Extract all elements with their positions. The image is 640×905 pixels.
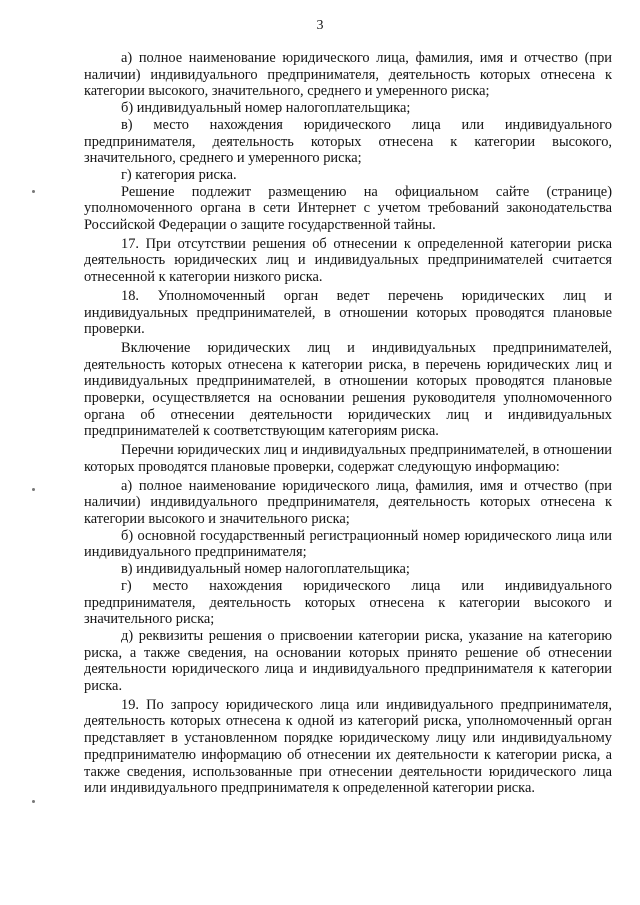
paragraph-item-b: б) индивидуальный номер налогоплательщика;	[121, 100, 411, 117]
paragraph-section-17: 17. При отсутствии решения об отнесении к определенной категории риска деятельность юридических лиц и индивидуальных предпринимателей считается отнесенной к категории низкого риска.	[84, 235, 612, 286]
paragraph-list-item-a: а) полное наименование юридического лица, фамилия, имя и отчество (при наличии) индивидуального предпринимателя, деятельность которых отнесена к категории высокого и значительного риска;	[84, 477, 612, 527]
paragraph-section-19: 19. По запросу юридического лица или индивидуального предпринимателя, деятельность которых отнесена к одной из категорий риска, уполномоченный орган представляет в установленном порядке юридическому лицу или индивидуальному предпринимателю информацию об отнесении их деятельности к категории риска, а также сведения, использованные при отнесении деятельности юридического лица или индивидуального предпринимателя к определенной категории риска.	[84, 696, 612, 797]
paragraph-section-18: 18. Уполномоченный орган ведет перечень юридических лиц и индивидуальных предпринимателей, в отношении которых проводятся плановые проверки.	[84, 287, 612, 338]
page-number: 3	[316, 18, 324, 33]
paragraph-lists-info: Перечни юридических лиц и индивидуальных предпринимателей, в отношении которых проводятся плановые проверки, содержат следующую информацию:	[84, 442, 612, 475]
paragraph-item-v: в) место нахождения юридического лица или индивидуального предпринимателя, деятельность которых отнесена к категории высокого, значительного, среднего и умеренного риска;	[84, 116, 612, 167]
paragraph-decision: Решение подлежит размещению на официальном сайте (странице) уполномоченного органа в сети Интернет с учетом требований законодательства Российской Федерации о защите государственной тайны.	[84, 183, 612, 234]
paragraph-list-item-b: б) основной государственный регистрационный номер юридического лица или индивидуального предпринимателя;	[84, 527, 612, 561]
paragraph-inclusion: Включение юридических лиц и индивидуальных предпринимателей, деятельность которых отнесена к категории риска, в перечень юридических лиц и индивидуальных предпринимателей, в отношении которых проводятся плановые проверки, осуществляется на основании решения руководителя уполномоченного органа об отнесении деятельности юридических лиц и индивидуальных предпринимателей к соответствующим категориям риска.	[84, 339, 612, 440]
paragraph-list-item-d: д) реквизиты решения о присвоении категории риска, указание на категорию риска, а также сведения, на основании которых принято решение об отнесении деятельности юридического лица и индивидуального предпринимателя к категории риска.	[84, 627, 612, 695]
margin-dot	[32, 190, 35, 193]
margin-dot	[32, 488, 35, 491]
paragraph-item-g: г) категория риска.	[121, 166, 237, 183]
paragraph-list-item-g: г) место нахождения юридического лица или индивидуального предпринимателя, деятельность которых отнесена к категории высокого и значительного риска;	[84, 577, 612, 628]
margin-dot	[32, 800, 35, 803]
document-body	[84, 50, 612, 797]
paragraph-item-a: а) полное наименование юридического лица, фамилия, имя и отчество (при наличии) индивидуального предпринимателя, деятельность которых отнесена к категории высокого, значительного, среднего и умеренного риска;	[84, 50, 612, 100]
paragraph-list-item-v: в) индивидуальный номер налогоплательщика;	[121, 561, 410, 578]
